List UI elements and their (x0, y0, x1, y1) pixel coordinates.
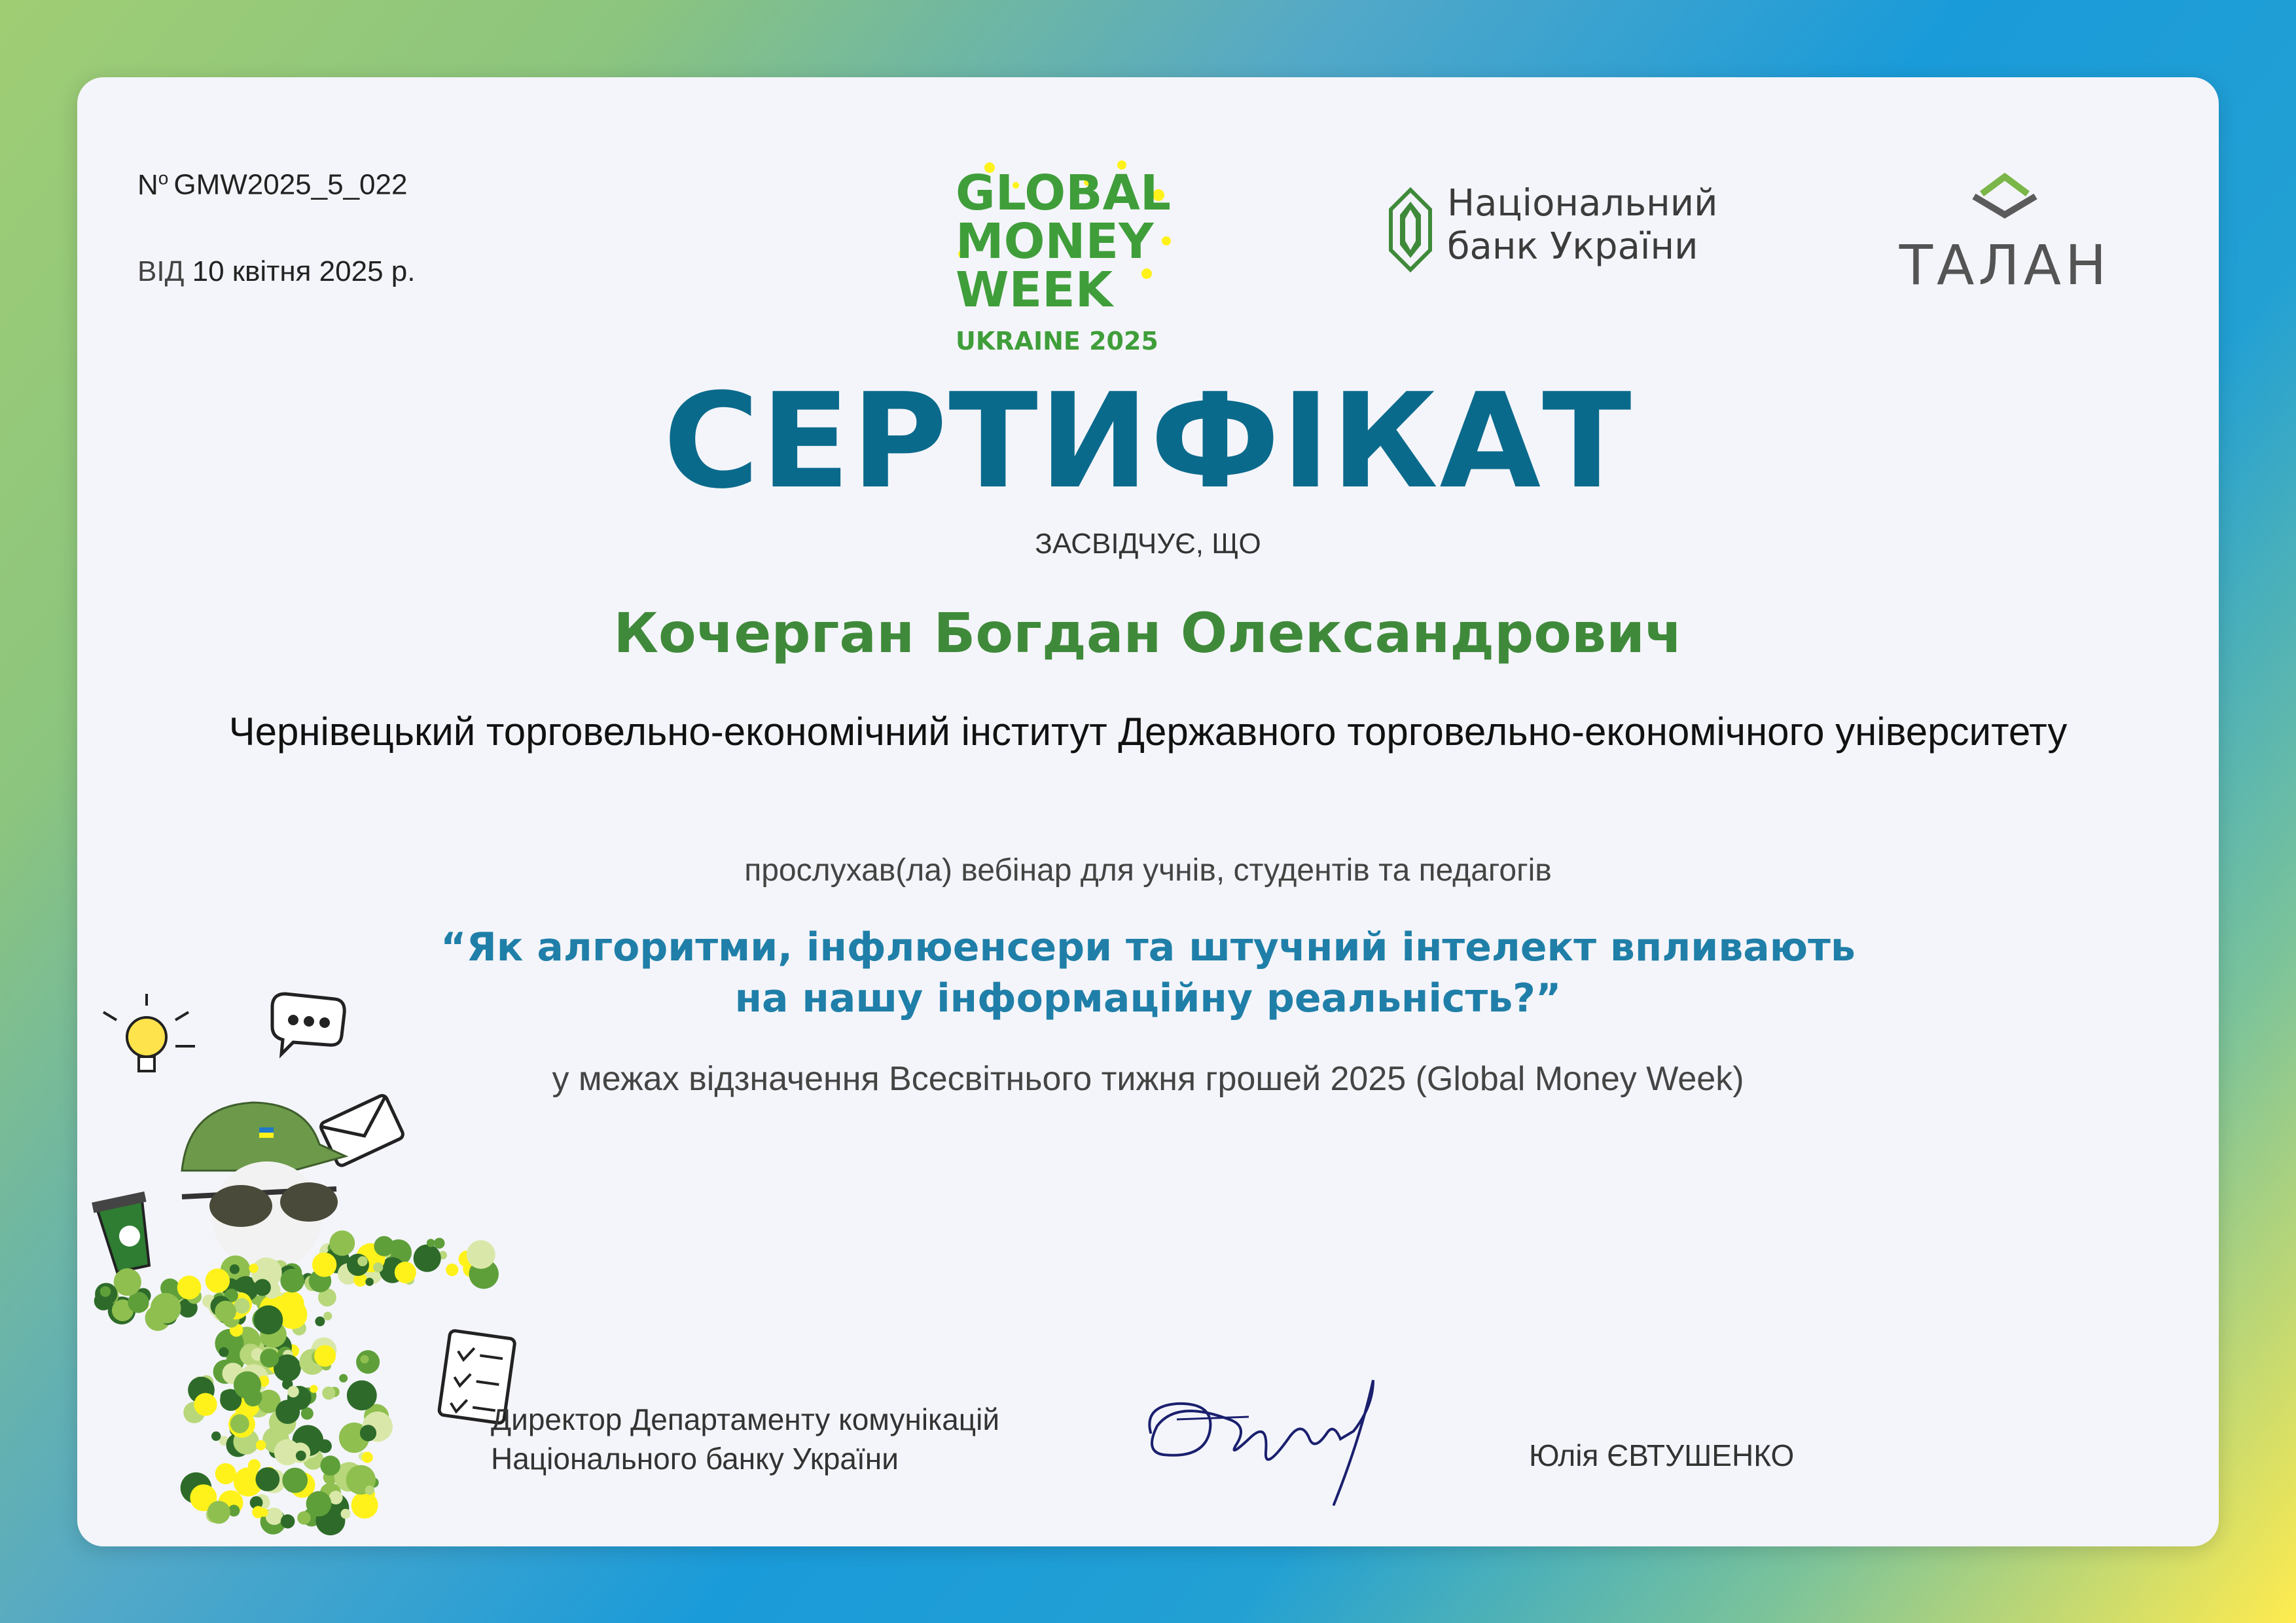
gmw-line1: GLOBAL (956, 165, 1171, 221)
cap-icon (182, 1103, 346, 1171)
signatory-position-line2: Національного банку України (491, 1442, 899, 1476)
talan-logo (1897, 169, 2113, 300)
webinar-title (274, 922, 2022, 1024)
chat-bubble-icon (272, 994, 344, 1054)
signatory-name: Юлія ЄВТУШЕНКО (1529, 1438, 1795, 1472)
nbu-logo (1384, 182, 1718, 280)
certificate-number (137, 168, 407, 202)
nbu-line1: Національний (1447, 182, 1718, 225)
certifies-text: ЗАСВІДЧУЄ, ЩО (1035, 528, 1261, 560)
signatory-position (491, 1400, 999, 1478)
date-label: ВІД (137, 255, 185, 287)
date-value: 10 квітня 2025 р. (192, 255, 416, 287)
coffee-cup-icon (92, 1192, 159, 1275)
nbu-line2: банк України (1447, 225, 1698, 268)
certificate-date (137, 255, 415, 288)
webinar-title-line1: “Як алгоритми, інфлюенсери та штучний інтелект впливають (440, 924, 1856, 970)
certificate-title: СЕРТИФІКАТ (663, 365, 1633, 518)
nbu-name (1447, 182, 1718, 268)
gmw-line3: WEEK (956, 262, 1113, 318)
number-value: GMW2025_5_022 (173, 168, 408, 201)
institution-name: Чернівецький торговельно-економічний інститут Державного торговельно-економічного університету (228, 710, 2068, 754)
nbu-emblem-icon (1384, 187, 1437, 272)
gmw-line2: MONEY (956, 213, 1154, 270)
talan-chevron-icon (1897, 169, 2113, 228)
global-money-week-logo (950, 156, 1179, 392)
number-sign: $N^o$ (137, 168, 169, 201)
mascot-illustration (77, 896, 535, 1546)
talan-name: ТАЛАН (1899, 233, 2111, 297)
handwritten-signature (1138, 1360, 1426, 1518)
gmw-dots-graphic (950, 156, 1179, 392)
recipient-name: Кочерган Богдан Олександрович (613, 601, 1683, 665)
mascot-dots (94, 1230, 499, 1535)
gmw-line4: UKRAINE 2025 (956, 327, 1158, 356)
lightbulb-icon (103, 994, 195, 1071)
listened-text: прослухав(ла) вебінар для учнів, студентів та педагогів (744, 853, 1552, 888)
certificate-card (77, 77, 2219, 1546)
signatory-position-line1: Директор Департаменту комунікацій (491, 1402, 1000, 1436)
event-context: у межах відзначення Всесвітнього тижня грошей 2025 (Global Money Week) (552, 1060, 1744, 1098)
webinar-title-line2: на нашу інформаційну реальність?” (734, 976, 1562, 1021)
